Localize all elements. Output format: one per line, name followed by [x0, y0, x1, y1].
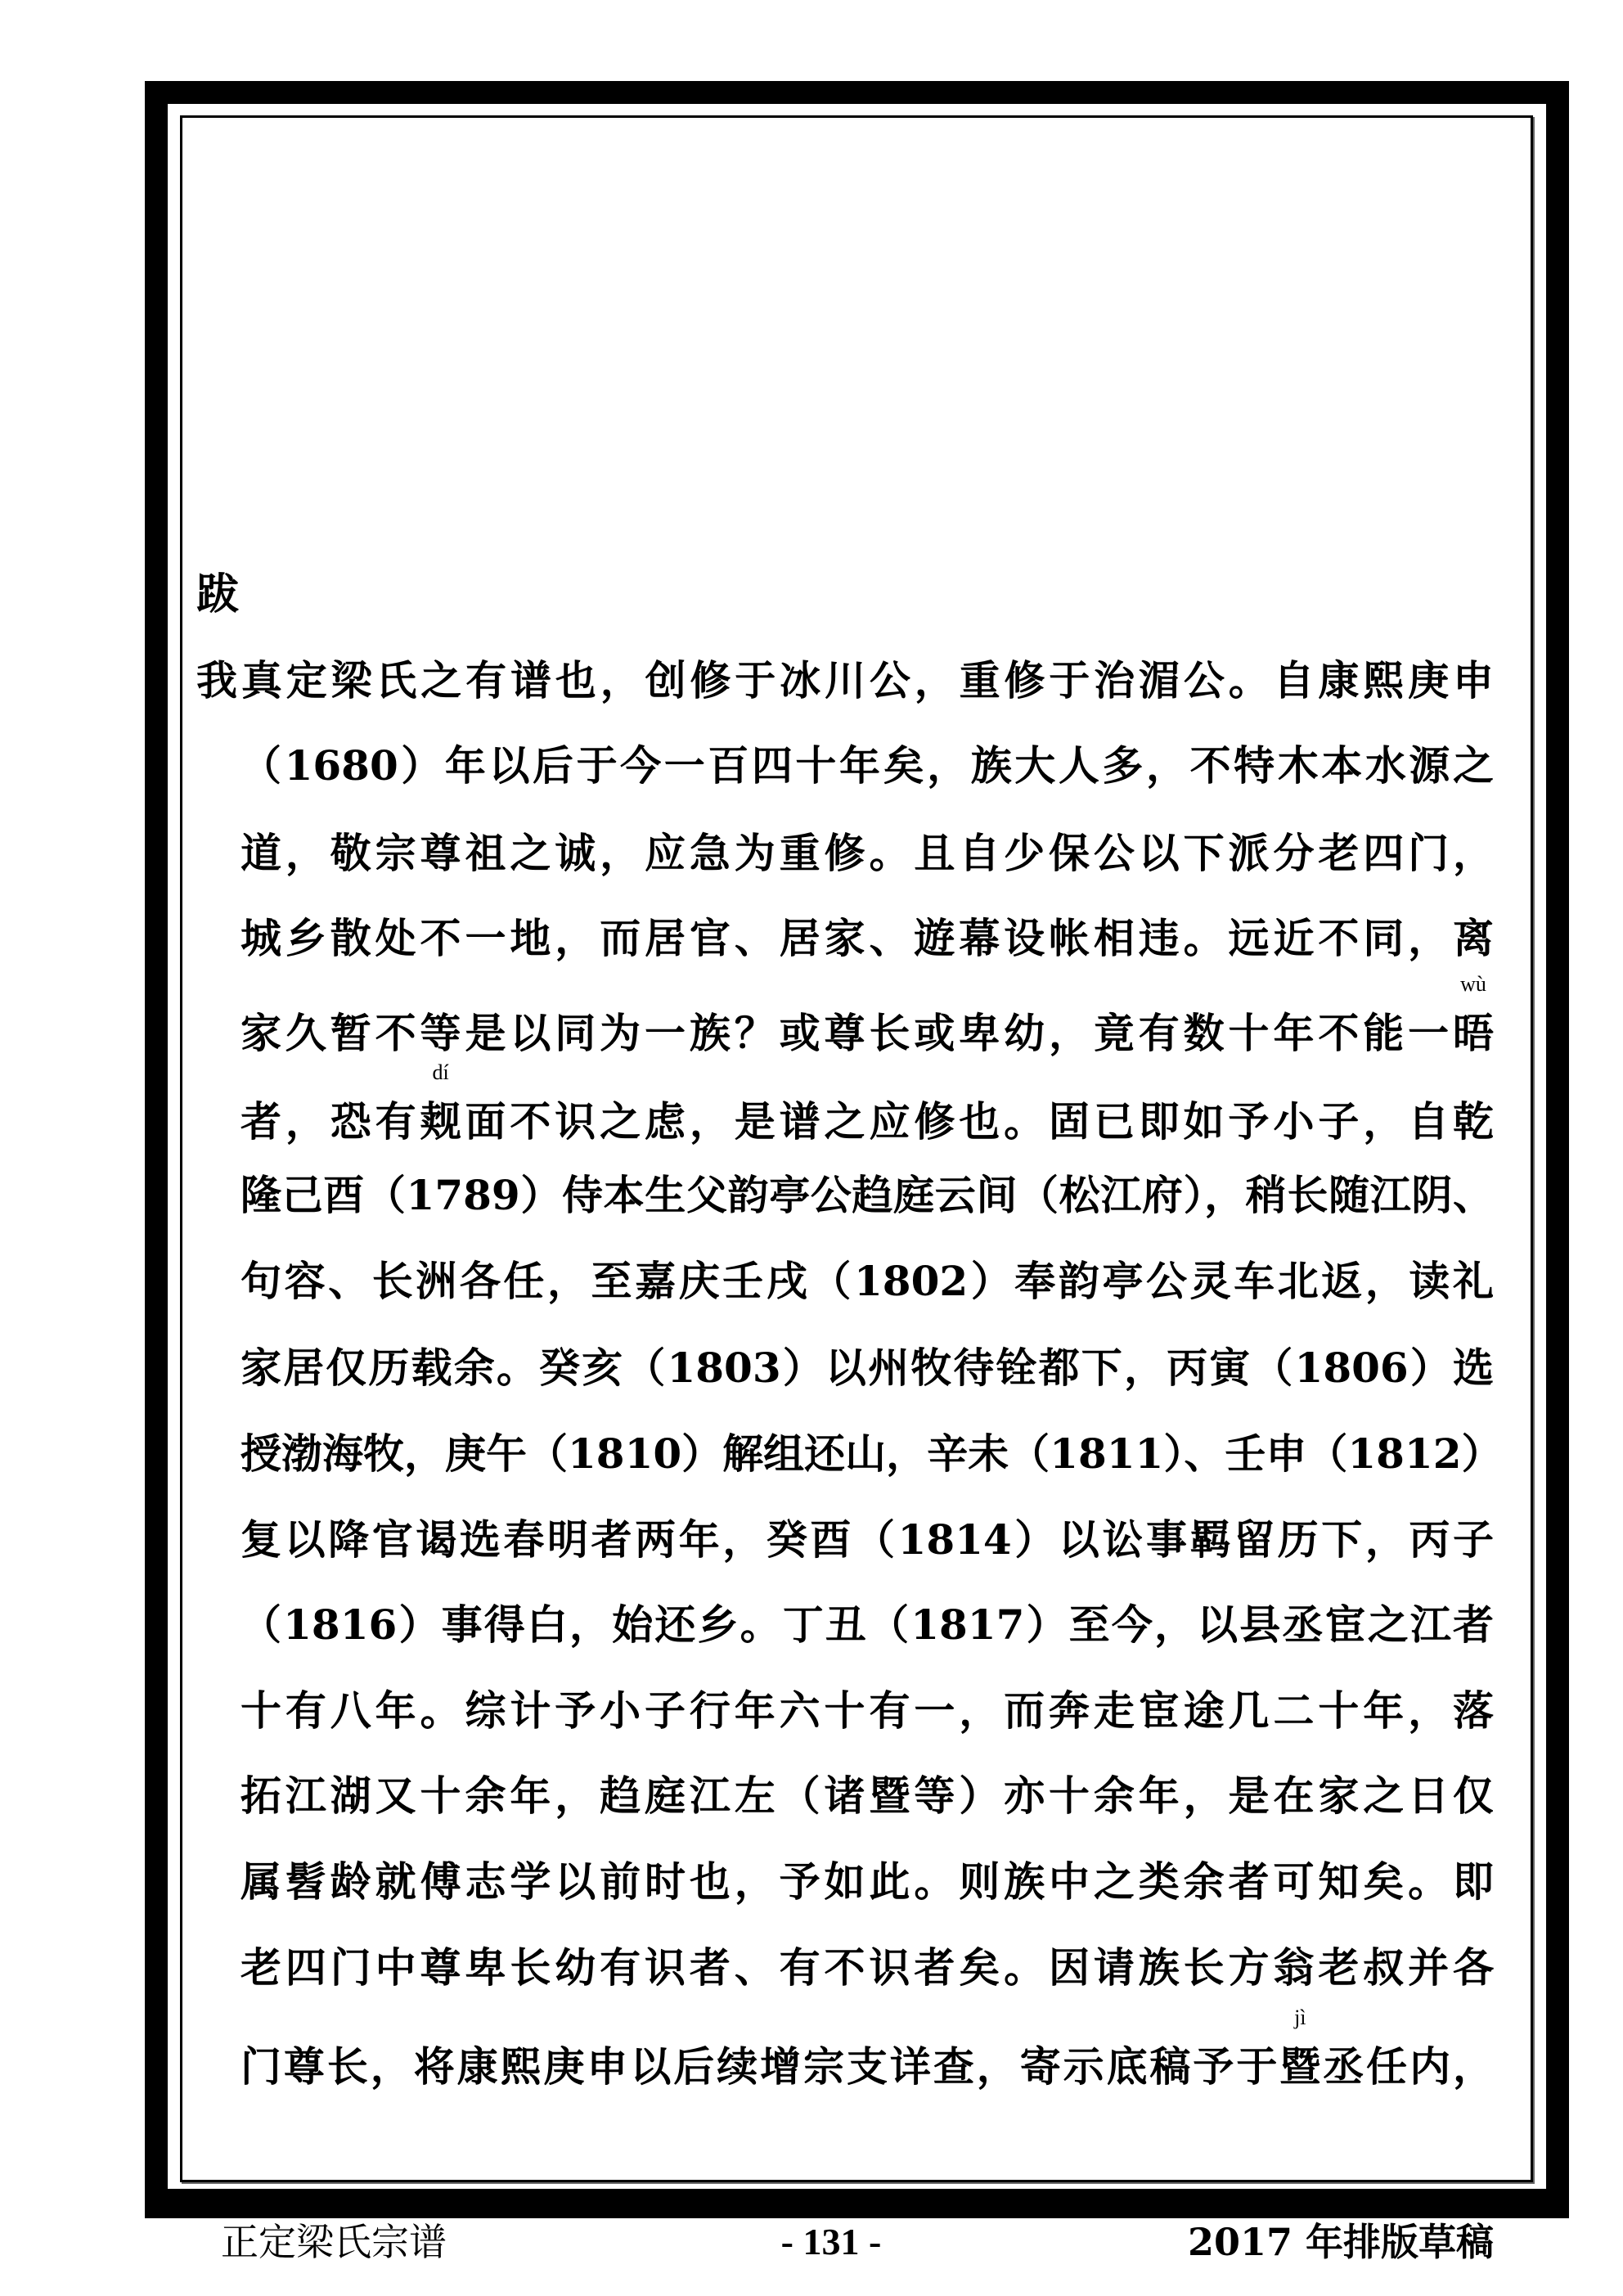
text-segment: 丞任内，	[1320, 2042, 1495, 2091]
footer-draft-note: 2017 年排版草稿	[1187, 2220, 1494, 2264]
text-line: 道，敬宗尊祖之诚，应急为重修。且自少保公以下派分老四门，	[241, 829, 1494, 877]
text-line: （1680）年以后于今一百四十年矣，族大人多，不特木本水源之	[241, 741, 1494, 790]
page-number: - 131 -	[780, 2221, 882, 2262]
text-line: 老四门中尊卑长幼有识者、有不识者矣。因请族长方翁老叔并各	[241, 1943, 1494, 1992]
pinyin-annotation: jì	[1294, 2006, 1306, 2029]
text-line	[241, 2006, 1495, 2094]
text-line: 隆己酉（1789）侍本生父韵亭公趋庭云间（松江府），稍长随江阴、	[241, 1171, 1494, 1219]
ruby-base: 觌	[420, 1097, 461, 1146]
text-line: 复以降官谒选春明者两年，癸酉（1814）以讼事羁留历下，丙子	[241, 1515, 1494, 1564]
ruby-char	[1453, 972, 1494, 1060]
text-line: （1816）事得白，始还乡。丁丑（1817）至今，以县丞宦之江者	[241, 1600, 1494, 1649]
text-segment: 者，恐有	[241, 1097, 420, 1146]
ruby-base: 暨	[1279, 2042, 1321, 2091]
pinyin-annotation: wù	[1460, 972, 1486, 996]
text-line: 城乡散处不一地，而居官、居家、遊幕设帐相违。远近不同，离	[241, 914, 1494, 962]
text-line: 授渤海牧，庚午（1810）解组还山，辛未（1811）、壬申（1812）	[241, 1429, 1503, 1478]
ruby-base: 晤	[1453, 1009, 1494, 1057]
section-heading: 跋	[196, 569, 240, 619]
text-line: 属髫龄就傅志学以前时也，予如此。则族中之类余者可知矣。即	[241, 1857, 1494, 1906]
text-segment: 家久暂不等是以同为一族？或尊长或卑幼，竟有数十年不能一	[241, 1009, 1453, 1057]
pinyin-annotation: dí	[432, 1060, 449, 1084]
text-line	[241, 1060, 1495, 1149]
text-line: 句容、长洲各任，至嘉庆壬戌（1802）奉韵亭公灵车北返，读礼	[241, 1257, 1494, 1305]
text-line: 十有八年。综计予小子行年六十有一，而奔走宦途几二十年，落	[241, 1686, 1494, 1735]
text-line: 我真定梁氏之有谱也，创修于冰川公，重修于治湄公。自康熙庚申	[196, 656, 1494, 705]
text-line: 拓江湖又十余年，趋庭江左（诸暨等）亦十余年，是在家之日仅	[241, 1772, 1494, 1820]
footer-book-title: 正定梁氏宗谱	[221, 2220, 447, 2264]
ruby-char	[420, 1060, 461, 1149]
text-line: 家居仅历载余。癸亥（1803）以州牧待铨都下，丙寅（1806）选	[241, 1344, 1494, 1392]
text-line	[241, 972, 1494, 1060]
ruby-char	[1279, 2006, 1321, 2094]
text-segment: 门尊长，将康熙庚申以后续增宗支详查，寄示底稿予于	[241, 2042, 1280, 2091]
text-segment: 面不识之虑，是谱之应修也。固已即如予小子，自乾	[461, 1097, 1495, 1146]
